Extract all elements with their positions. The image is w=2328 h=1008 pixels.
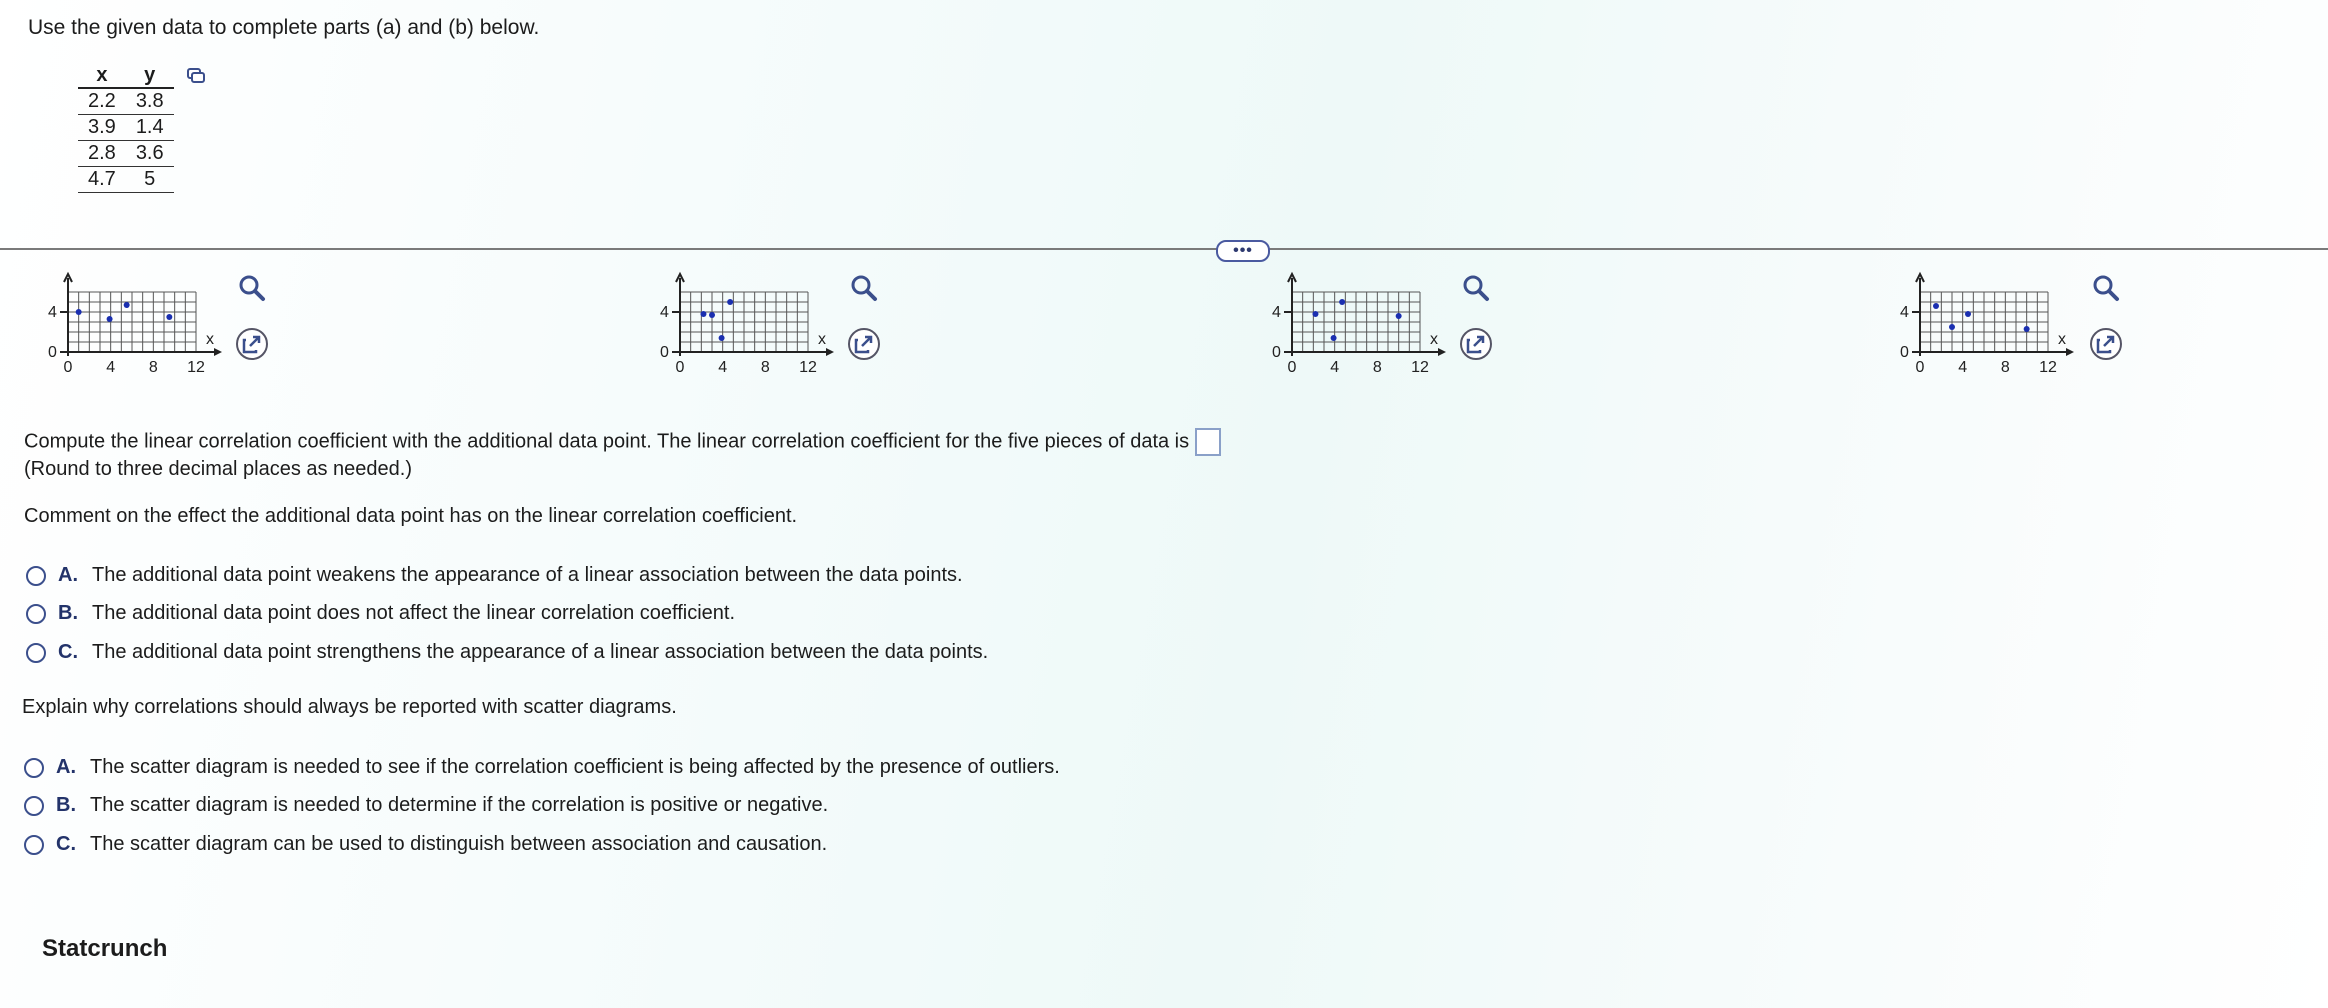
y-tick-label: 4 <box>660 304 669 321</box>
expand-more-button[interactable]: ••• <box>1216 240 1270 262</box>
section-divider <box>0 248 2328 250</box>
x-axis-arrow <box>826 348 834 356</box>
option-letter: C. <box>58 641 78 663</box>
data-point <box>719 335 725 341</box>
y-tick-label: 4 <box>1900 304 1909 321</box>
part-c-option-c[interactable] <box>24 833 827 856</box>
table-cell: 5 <box>126 167 174 193</box>
data-point <box>76 309 82 315</box>
data-point <box>709 312 715 318</box>
open-external-button[interactable] <box>236 328 268 360</box>
data-point <box>1396 313 1402 319</box>
x-axis-label: x <box>206 331 214 348</box>
part-b-prompt: Comment on the effect the additional data point has on the linear correlation coefficient. <box>24 505 798 527</box>
part-a-prompt: Compute the linear correlation coefficient with the additional data point. The linear correlation coefficient for the five pieces of data is <box>24 430 1190 453</box>
option-text: The scatter diagram can be used to distinguish between association and causation. <box>90 833 828 855</box>
part-a-question <box>24 428 1221 456</box>
data-point <box>1949 324 1955 330</box>
x-tick-label: 0 <box>63 359 73 376</box>
part-c-prompt: Explain why correlations should always be reported with scatter diagrams. <box>22 696 677 718</box>
data-point <box>124 302 130 308</box>
option-text: The scatter diagram is needed to determine if the correlation is positive or negative. <box>90 794 829 816</box>
magnify-icon[interactable] <box>236 272 268 304</box>
magnify-icon[interactable] <box>1460 272 1492 304</box>
data-table <box>78 62 174 193</box>
scatter-plot <box>1880 270 2090 390</box>
x-tick-label: 4 <box>1330 359 1340 376</box>
external-link-icon <box>1462 330 1490 358</box>
data-point <box>727 299 733 305</box>
magnify-icon[interactable] <box>848 272 880 304</box>
x-axis-arrow <box>2066 348 2074 356</box>
option-letter: A. <box>58 564 78 586</box>
x-tick-label: 8 <box>1372 359 1382 376</box>
open-external-button[interactable] <box>2090 328 2122 360</box>
y-tick-label: 4 <box>48 304 57 321</box>
data-point <box>1965 311 1971 317</box>
data-point <box>1339 299 1345 305</box>
scatter-plot <box>28 270 238 390</box>
table-header-x: x <box>78 62 126 88</box>
open-external-button[interactable] <box>1460 328 1492 360</box>
table-cell: 3.9 <box>78 115 126 141</box>
radio-button[interactable] <box>24 835 44 855</box>
y-tick-label: 4 <box>1272 304 1281 321</box>
graph-option-1[interactable] <box>28 270 238 390</box>
data-point <box>1331 335 1337 341</box>
option-text: The additional data point does not affect the linear correlation coefficient. <box>92 602 736 624</box>
table-row <box>78 141 174 167</box>
x-tick-label: 0 <box>1915 359 1925 376</box>
table-cell: 2.2 <box>78 88 126 115</box>
table-cell: 1.4 <box>126 115 174 141</box>
x-tick-label: 4 <box>106 359 116 376</box>
table-header-y: y <box>126 62 174 88</box>
intro-text: Use the given data to complete parts (a) and (b) below. <box>28 16 540 39</box>
data-point <box>107 316 113 322</box>
table-cell: 3.6 <box>126 141 174 167</box>
x-tick-label: 8 <box>2000 359 2010 376</box>
radio-button[interactable] <box>26 643 46 663</box>
radio-button[interactable] <box>24 796 44 816</box>
x-axis-arrow <box>1438 348 1446 356</box>
x-axis-arrow <box>214 348 222 356</box>
table-cell: 3.8 <box>126 88 174 115</box>
table-row <box>78 167 174 193</box>
y-tick-label: 0 <box>48 344 57 361</box>
x-tick-label: 12 <box>187 359 205 376</box>
graph-option-3[interactable] <box>1252 270 1462 390</box>
y-tick-label: 0 <box>1900 344 1909 361</box>
table-row <box>78 115 174 141</box>
x-tick-label: 0 <box>1287 359 1297 376</box>
statcrunch-link[interactable]: Statcrunch <box>42 935 168 962</box>
x-tick-label: 4 <box>718 359 728 376</box>
part-a-hint: (Round to three decimal places as needed.) <box>24 458 413 480</box>
radio-button[interactable] <box>26 566 46 586</box>
graph-option-2[interactable] <box>640 270 850 390</box>
option-text: The scatter diagram is needed to see if the correlation coefficient is being affected by the presence of outliers. <box>90 756 1060 778</box>
x-tick-label: 8 <box>760 359 770 376</box>
data-point <box>1312 311 1318 317</box>
graph-option-4[interactable] <box>1880 270 2090 390</box>
table-row <box>78 88 174 115</box>
option-text: The additional data point weakens the appearance of a linear association between the data points. <box>92 564 963 586</box>
external-link-icon <box>2092 330 2120 358</box>
x-axis-label: x <box>1430 331 1438 348</box>
part-b-option-c[interactable] <box>26 641 988 664</box>
scatter-plot <box>1252 270 1462 390</box>
table-cell: 2.8 <box>78 141 126 167</box>
external-link-icon <box>850 330 878 358</box>
option-letter: A. <box>56 756 76 778</box>
option-letter: C. <box>56 833 76 855</box>
table-cell: 4.7 <box>78 167 126 193</box>
part-c-option-b[interactable] <box>24 794 828 817</box>
option-letter: B. <box>56 794 76 816</box>
option-text: The additional data point strengthens the appearance of a linear association between the data points. <box>92 641 989 663</box>
open-external-button[interactable] <box>848 328 880 360</box>
data-point <box>166 314 172 320</box>
magnify-icon[interactable] <box>2090 272 2122 304</box>
radio-button[interactable] <box>26 604 46 624</box>
x-axis-label: x <box>2058 331 2066 348</box>
data-point <box>2024 326 2030 332</box>
x-tick-label: 8 <box>148 359 158 376</box>
copy-table-icon[interactable] <box>187 68 205 84</box>
part-b-option-b[interactable] <box>26 602 735 625</box>
data-point <box>700 311 706 317</box>
x-tick-label: 12 <box>2039 359 2057 376</box>
x-tick-label: 0 <box>675 359 685 376</box>
x-axis-label: x <box>818 331 826 348</box>
x-tick-label: 12 <box>799 359 817 376</box>
x-tick-label: 12 <box>1411 359 1429 376</box>
y-tick-label: 0 <box>660 344 669 361</box>
scatter-plot <box>640 270 850 390</box>
x-tick-label: 4 <box>1958 359 1968 376</box>
part-b-option-a[interactable] <box>26 564 963 587</box>
external-link-icon <box>238 330 266 358</box>
option-letter: B. <box>58 602 78 624</box>
data-point <box>1933 303 1939 309</box>
y-tick-label: 0 <box>1272 344 1281 361</box>
part-c-option-a[interactable] <box>24 756 1060 779</box>
radio-button[interactable] <box>24 758 44 778</box>
correlation-answer-input[interactable] <box>1195 428 1221 456</box>
